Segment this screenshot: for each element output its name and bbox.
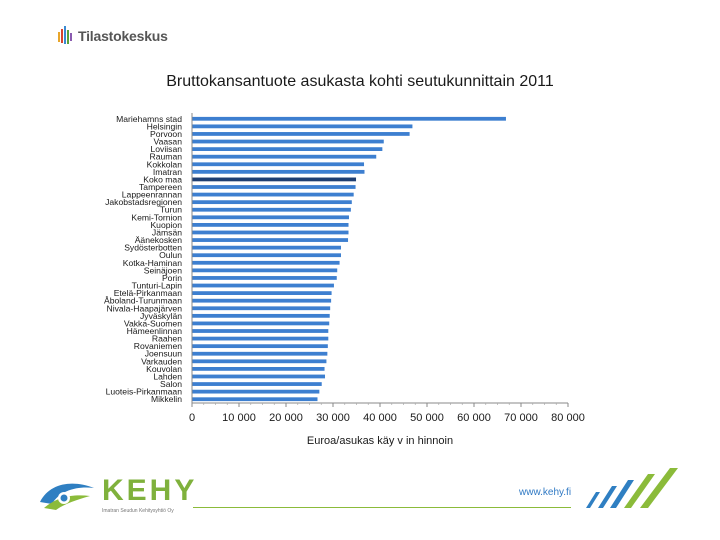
bar (192, 375, 325, 379)
bar (192, 306, 330, 310)
category-label: Etelä-Pirkanmaan (113, 288, 182, 299)
category-label: Åboland-Turunmaan (103, 295, 182, 306)
bar (192, 185, 356, 189)
bar (192, 223, 349, 227)
category-label: Kouvolan (146, 363, 182, 374)
bar (192, 352, 327, 356)
kehy-logo (38, 476, 197, 514)
bar (192, 132, 410, 136)
category-label: Mariehamns stad (116, 113, 182, 124)
bar (192, 382, 322, 386)
website-link[interactable]: www.kehy.fi (519, 487, 572, 498)
category-label: Varkauden (141, 356, 182, 367)
category-label: Koko maa (143, 174, 182, 185)
bar (192, 170, 364, 174)
stripes-logo-icon (582, 466, 682, 510)
bar (192, 344, 328, 348)
bar (192, 329, 328, 333)
category-label: Vakka-Suomen (123, 318, 182, 329)
x-tick-label: 0 (188, 412, 196, 424)
category-label: Raahen (151, 333, 182, 344)
logo-text: Tilastokeskus (78, 28, 168, 44)
category-label: Mikkelin (150, 394, 182, 405)
bar (192, 397, 317, 401)
category-label: Seinäjoen (143, 265, 182, 276)
category-label: Jämsän (151, 227, 182, 238)
bar (192, 147, 382, 151)
category-label: Rovaniemen (133, 341, 182, 352)
bar (192, 178, 356, 182)
category-label: Helsingin (146, 121, 182, 132)
bar (192, 390, 319, 394)
bar (192, 261, 340, 265)
x-tick-label: 70 000 (504, 412, 538, 424)
category-label: Tampereen (139, 182, 182, 192)
category-label: Lahden (153, 371, 182, 382)
bar (192, 155, 376, 159)
category-label: Porvoon (149, 128, 182, 139)
category-label: Nivala-Haapajärven (106, 303, 182, 314)
bar (192, 367, 325, 371)
bar (192, 193, 354, 197)
category-label: Imatran (152, 166, 182, 177)
category-label: Turun (159, 204, 182, 215)
x-axis-label: Euroa/asukas käy v in hinnoin (306, 435, 454, 447)
bar (192, 215, 349, 219)
category-label: Vaasan (153, 136, 182, 147)
bar (192, 162, 364, 166)
kehy-subtitle: Imatran Seudun Kehitysyhtiö Oy (102, 508, 174, 514)
category-label: Kokkolan (146, 159, 182, 170)
bar (192, 322, 329, 326)
chart-title: Bruttokansantuote asukasta kohti seutukunnittain 2011 (166, 73, 554, 90)
category-label: Äänekosken (134, 235, 182, 246)
bar (192, 124, 412, 128)
category-label: Hämeenlinnan (126, 326, 182, 336)
kehy-swoosh-icon (38, 478, 96, 512)
x-tick-label: 30 000 (316, 412, 350, 424)
category-label: Salon (160, 379, 182, 390)
category-label: Lappeenrannan (121, 189, 182, 200)
bar (192, 200, 352, 204)
x-tick-label: 60 000 (457, 412, 491, 424)
category-label: Joensuun (144, 348, 182, 359)
bar (192, 246, 341, 250)
bar (192, 208, 351, 212)
bar (192, 231, 349, 235)
bar (192, 268, 337, 272)
bar (192, 238, 348, 242)
bar (192, 253, 341, 257)
category-label: Luoteis-Pirkanmaan (105, 386, 182, 397)
bar (192, 117, 506, 121)
category-label: Loviisan (150, 144, 182, 155)
kehy-logo-text: KEHY (102, 474, 198, 507)
category-label: Sydösterbotten (124, 242, 182, 253)
x-tick-label: 40 000 (363, 412, 397, 424)
x-tick-label: 20 000 (269, 412, 303, 424)
x-tick-label: 10 000 (222, 412, 256, 424)
category-label: Kotka-Haminan (122, 257, 182, 268)
category-label: Porin (161, 272, 182, 283)
bar (192, 299, 331, 303)
x-tick-label: 80 000 (551, 412, 585, 424)
category-label: Oulun (159, 250, 182, 261)
bar (192, 284, 334, 288)
bar (192, 291, 332, 295)
bar (192, 276, 337, 280)
footer-divider (193, 507, 571, 508)
category-label: Kemi-Tornion (131, 212, 182, 223)
bar (192, 140, 384, 144)
category-label: Jyväskylän (139, 310, 182, 321)
x-tick-label: 50 000 (410, 412, 444, 424)
category-label: Kuopion (150, 219, 182, 230)
category-label: Tunturi-Lapin (131, 280, 182, 291)
category-label: Jakobstadsregionen (105, 197, 182, 208)
category-label: Rauman (149, 151, 182, 162)
bar (192, 359, 326, 363)
bar (192, 337, 328, 341)
bar (192, 314, 330, 318)
